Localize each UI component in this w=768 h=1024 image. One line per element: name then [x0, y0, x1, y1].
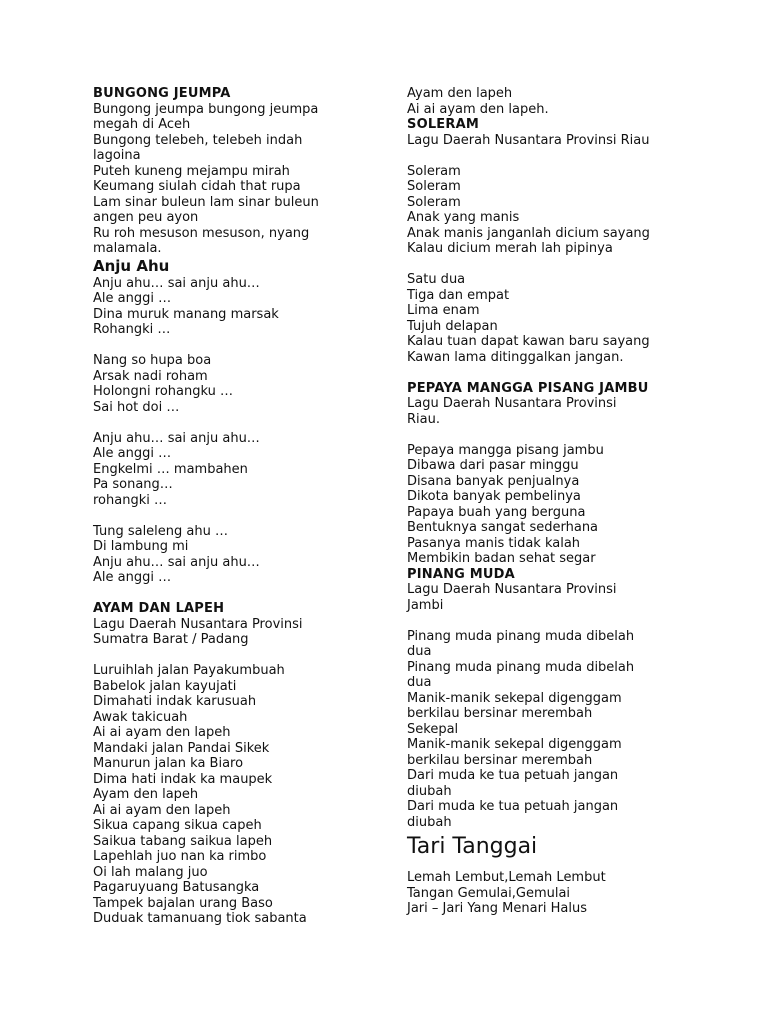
lyric-line: Puteh kuneng mejampu mirah — [93, 163, 290, 179]
section-title-pinang-muda: PINANG MUDA — [407, 566, 515, 582]
lyric-line: Pagaruyuang Batusangka — [93, 880, 260, 895]
lyric-line: Kalau dicium merah lah pipinya — [407, 241, 613, 256]
lyric-line: Sai hot doi … — [93, 399, 180, 415]
lyric-line: Dima hati indak ka maupek — [93, 771, 273, 787]
lyric-line — [93, 338, 353, 354]
lyrics-pepaya — [407, 396, 687, 567]
lyric-line — [93, 508, 353, 524]
lyric-line: dua — [407, 644, 432, 659]
lyrics-soleram — [407, 133, 687, 381]
lyric-line: Dimahati indak karusuah — [93, 694, 257, 709]
lyric-line: dua — [407, 675, 432, 690]
lyric-line: Mandaki jalan Pandai Sikek — [93, 740, 270, 756]
lyric-line: Ayam den lapeh — [93, 787, 199, 802]
left-column — [93, 86, 353, 927]
lyrics-tari-tanggai — [407, 870, 687, 917]
lyric-line: Ai ai ayam den lapeh — [93, 802, 231, 818]
lyric-line: Anak manis janganlah dicium sayang — [407, 225, 650, 241]
lyric-line: Pinang muda pinang muda dibelah — [407, 628, 635, 644]
lyric-line: Lapehlah juo nan ka rimbo — [93, 849, 267, 864]
lyric-line: Oi lah malang juo — [93, 864, 208, 880]
lyric-line: Tiga dan empat — [407, 287, 510, 303]
lyric-line: Lagu Daerah Nusantara Provinsi — [407, 582, 617, 597]
lyric-line: Lagu Daerah Nusantara Provinsi Riau — [407, 132, 650, 148]
lyric-line: Bentuknya sangat sederhana — [407, 520, 599, 535]
lyric-line: megah di Aceh — [93, 117, 191, 132]
lyric-line — [93, 415, 353, 431]
lyric-line: Dikota banyak pembelinya — [407, 489, 581, 504]
lyric-line — [407, 257, 687, 273]
lyric-line: malamala. — [93, 241, 162, 256]
section-title-bungong-jeumpa: BUNGONG JEUMPA — [93, 86, 231, 101]
lyric-line: Keumang siulah cidah that rupa — [93, 179, 301, 194]
lyric-line: Ai ai ayam den lapeh. — [407, 101, 549, 117]
lyrics-ayam-dan-lapeh — [93, 617, 353, 927]
lyric-line: Bungong jeumpa bungong jeumpa — [93, 101, 319, 117]
lyric-line: Babelok jalan kayujati — [93, 678, 237, 694]
section-title-tari-tanggai: Tari Tanggai — [407, 834, 538, 859]
lyric-line — [93, 586, 353, 602]
lyric-line: diubah — [407, 814, 452, 830]
lyric-line: Awak takicuah — [93, 709, 188, 725]
lyric-line: Dibawa dari pasar minggu — [407, 458, 579, 473]
lyric-line: Soleram — [407, 163, 461, 179]
lyrics-anju-ahu — [93, 276, 353, 602]
lyric-line: Dina muruk manang marsak — [93, 306, 279, 322]
lyric-line: Membikin badan sehat segar — [407, 551, 596, 566]
lyric-line: lagoina — [93, 148, 141, 163]
lyric-line: angen peu ayon — [93, 210, 199, 225]
lyric-line: Ale anggi … — [93, 291, 172, 306]
lyric-line: Ai ai ayam den lapeh — [93, 725, 231, 740]
lyric-line: Jambi — [407, 597, 444, 613]
lyric-line: Kawan lama ditinggalkan jangan. — [407, 349, 624, 365]
lyric-line: Luruihlah jalan Payakumbuah — [93, 663, 285, 678]
lyrics-bungong-jeumpa — [93, 102, 353, 257]
lyric-line: Anju ahu… sai anju ahu… — [93, 554, 260, 570]
lyrics-pinang-muda — [407, 582, 687, 830]
lyric-line: Pasanya manis tidak kalah — [407, 535, 581, 551]
lyric-line: berkilau bersinar merembah — [407, 706, 593, 721]
lyric-line: Ayam den lapeh — [407, 86, 513, 101]
lyric-line: Sekepal — [407, 721, 459, 737]
lyric-line: Soleram — [407, 179, 461, 194]
lyric-line: Jari – Jari Yang Menari Halus — [407, 901, 588, 916]
lyric-line: rohangki … — [93, 492, 167, 508]
lyric-line: Manik-manik sekepal digenggam — [407, 737, 622, 752]
lyric-line: Lima enam — [407, 303, 480, 318]
lyric-line: Soleram — [407, 194, 461, 210]
lyric-line — [407, 148, 687, 164]
lyric-line: Tujuh delapan — [407, 318, 498, 334]
lyric-line — [93, 648, 353, 664]
lyric-line: Dari muda ke tua petuah jangan — [407, 768, 619, 783]
lyric-line: Satu dua — [407, 272, 466, 287]
lyric-line: Lagu Daerah Nusantara Provinsi — [407, 396, 617, 411]
lyric-line: Ru roh mesuson mesuson, nyang — [93, 225, 310, 241]
lyric-line — [407, 427, 687, 443]
lyric-line: Anju ahu… sai anju ahu… — [93, 275, 260, 291]
section-title-pepaya: PEPAYA MANGGA PISANG JAMBU — [407, 380, 649, 396]
lyric-line: Ale anggi … — [93, 570, 172, 585]
lyric-line: Lagu Daerah Nusantara Provinsi — [93, 616, 303, 632]
lyric-line: Di lambung mi — [93, 539, 189, 554]
lyric-line: Papaya buah yang berguna — [407, 504, 586, 520]
lyric-line: Dari muda ke tua petuah jangan — [407, 799, 619, 814]
lyric-line: Tung saleleng ahu … — [93, 523, 228, 539]
lyric-line: Lemah Lembut,Lemah Lembut — [407, 870, 606, 885]
section-title-anju-ahu: Anju Ahu — [93, 256, 170, 275]
lyric-line — [407, 613, 687, 629]
section-title-ayam-dan-lapeh: AYAM DAN LAPEH — [93, 601, 225, 616]
lyric-line: Tampek bajalan urang Baso — [93, 895, 273, 911]
lyric-line: Ale anggi … — [93, 446, 172, 461]
lyric-line: Kalau tuan dapat kawan baru sayang — [407, 334, 650, 349]
lyric-line: Pinang muda pinang muda dibelah — [407, 659, 635, 675]
lyric-line: Bungong telebeh, telebeh indah — [93, 132, 303, 148]
lyric-line: Pa sonang… — [93, 477, 173, 492]
lyric-line: Anak yang manis — [407, 210, 520, 225]
lyric-line: Rohangki … — [93, 322, 171, 337]
lyric-line: Riau. — [407, 411, 440, 427]
lyric-line: Disana banyak penjualnya — [407, 473, 580, 489]
lyric-line: Tangan Gemulai,Gemulai — [407, 885, 571, 901]
lyric-line: Sumatra Barat / Padang — [93, 632, 249, 647]
lyric-line: Nang so hupa boa — [93, 353, 212, 368]
lyric-line: Holongni rohangku … — [93, 384, 233, 399]
lyric-line: Manurun jalan ka Biaro — [93, 756, 244, 771]
lyric-line: Manik-manik sekepal digenggam — [407, 690, 622, 706]
lyric-line: berkilau bersinar merembah — [407, 752, 593, 768]
lyrics-ayam-dan-lapeh-continued — [407, 86, 687, 117]
lyric-line: Anju ahu… sai anju ahu… — [93, 430, 260, 446]
lyric-line: Engkelmi … mambahen — [93, 461, 248, 477]
lyric-line: Arsak nadi roham — [93, 368, 208, 384]
lyric-line: Lam sinar buleun lam sinar buleun — [93, 194, 319, 210]
lyric-line: Sikua capang sikua capeh — [93, 818, 262, 833]
right-column — [407, 86, 687, 917]
lyric-line: Pepaya mangga pisang jambu — [407, 442, 604, 458]
lyric-line: Saikua tabang saikua lapeh — [93, 833, 273, 849]
section-title-soleram: SOLERAM — [407, 117, 479, 132]
lyric-line: Duduak tamanuang tiok sabanta — [93, 911, 307, 926]
lyric-line: diubah — [407, 783, 452, 799]
lyric-line — [407, 365, 687, 381]
